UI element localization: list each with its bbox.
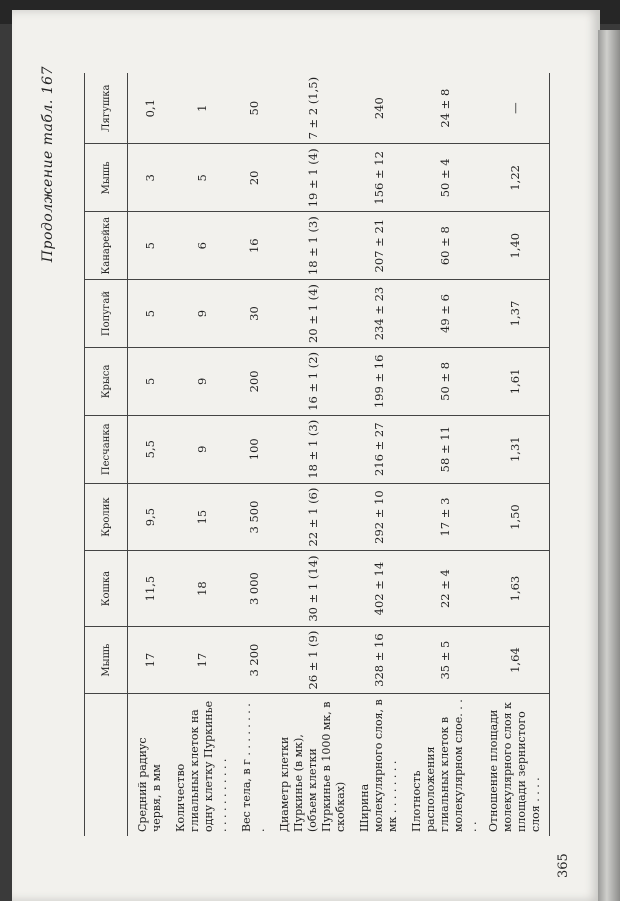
table-row <box>128 73 172 836</box>
table-cell: 26 ± 1 (9) <box>276 626 350 694</box>
table-cell: 35 ± 5 <box>408 626 482 694</box>
table-cell: 5 <box>128 212 172 280</box>
table-cell: 20 ± 1 (4) <box>276 280 350 348</box>
table-row <box>350 73 408 836</box>
table-cell: 5 <box>128 347 172 415</box>
table-cell: 50 ± 8 <box>408 347 482 415</box>
table-cell: 5 <box>172 144 232 212</box>
column-header: Крыса <box>85 347 128 415</box>
table-cell: 240 <box>350 73 408 144</box>
table-cell: 5,5 <box>128 415 172 483</box>
column-header: Песчанка <box>85 415 128 483</box>
column-header: Мышь <box>85 626 128 694</box>
table-caption: Продолжение табл. 167 <box>40 66 56 263</box>
table-cell: 17 ± 3 <box>408 483 482 551</box>
table-cell: 1 <box>172 73 232 144</box>
book-gutter <box>598 30 620 901</box>
table-row <box>232 73 276 836</box>
header-row <box>85 73 128 836</box>
table-cell: 30 <box>232 280 276 348</box>
table-cell: 20 <box>232 144 276 212</box>
table-cell: 24 ± 8 <box>408 73 482 144</box>
data-table <box>84 73 550 836</box>
table-cell: 200 <box>232 347 276 415</box>
column-header: Кролик <box>85 483 128 551</box>
row-label: Диаметр клетки Пуркинье (в мк), (объем клетки Пуркинье в 1000 мк, в скобках) <box>277 701 347 832</box>
rotated-content <box>32 58 592 878</box>
row-label: Отношение площади молекулярного слоя к площади зернистого слоя . . . . <box>482 694 550 836</box>
table-cell: 9,5 <box>128 483 172 551</box>
column-header: Лягушка <box>85 73 128 144</box>
table-cell: 11,5 <box>128 551 172 626</box>
table-cell: 22 ± 4 <box>408 551 482 626</box>
table-row <box>276 73 350 836</box>
table-cell: 0,1 <box>128 73 172 144</box>
table-cell: 207 ± 21 <box>350 212 408 280</box>
table-cell: 17 <box>128 626 172 694</box>
table-row <box>482 73 550 836</box>
table-cell: 49 ± 6 <box>408 280 482 348</box>
table-cell: 15 <box>172 483 232 551</box>
table-cell: 9 <box>172 347 232 415</box>
table-cell: 16 ± 1 (2) <box>276 347 350 415</box>
table-cell: 5 <box>128 280 172 348</box>
table-cell: 1,22 <box>482 144 550 212</box>
table-cell: 22 ± 1 (6) <box>276 483 350 551</box>
table-cell: 1,61 <box>482 347 550 415</box>
table-cell: 6 <box>172 212 232 280</box>
row-label: Средний радиус червя, в мм <box>135 737 163 832</box>
table-row <box>172 73 232 836</box>
table-cell: 17 <box>172 626 232 694</box>
table-cell: 19 ± 1 (4) <box>276 144 350 212</box>
table-cell: 1,40 <box>482 212 550 280</box>
column-header: Канарейка <box>85 212 128 280</box>
table-cell: 16 <box>232 212 276 280</box>
table-cell: 3 500 <box>232 483 276 551</box>
row-label: Ширина молекулярного слоя, в мк . . . . . . . . <box>357 699 399 832</box>
table-cell: 58 ± 11 <box>408 415 482 483</box>
table-cell: 234 ± 23 <box>350 280 408 348</box>
table-cell: 9 <box>172 415 232 483</box>
column-header: Мышь <box>85 144 128 212</box>
table-cell: 3 200 <box>232 626 276 694</box>
table-cell: 1,31 <box>482 415 550 483</box>
table-cell: 199 ± 16 <box>350 347 408 415</box>
table-cell: 100 <box>232 415 276 483</box>
table-cell: 3 <box>128 144 172 212</box>
table-cell: 402 ± 14 <box>350 551 408 626</box>
table-cell: 328 ± 16 <box>350 626 408 694</box>
table-cell: 1,64 <box>482 626 550 694</box>
table-cell: 18 ± 1 (3) <box>276 212 350 280</box>
table-cell: 1,50 <box>482 483 550 551</box>
page-number: 365 <box>556 853 571 878</box>
table-cell: — <box>482 73 550 144</box>
table-body <box>128 73 550 836</box>
table-cell: 9 <box>172 280 232 348</box>
table-cell: 1,37 <box>482 280 550 348</box>
table-cell: 1,63 <box>482 551 550 626</box>
table-cell: 18 ± 1 (3) <box>276 415 350 483</box>
table-cell: 60 ± 8 <box>408 212 482 280</box>
table-cell: 18 <box>172 551 232 626</box>
row-label: Вес тела, в г . . . . . . . . . <box>239 703 267 832</box>
table-cell: 50 <box>232 73 276 144</box>
table-cell: 3 000 <box>232 551 276 626</box>
table-cell: 292 ± 10 <box>350 483 408 551</box>
column-header: Попугай <box>85 280 128 348</box>
table-cell: 7 ± 2 (1,5) <box>276 73 350 144</box>
table-cell: 50 ± 4 <box>408 144 482 212</box>
table-cell: 216 ± 27 <box>350 415 408 483</box>
table-cell: 30 ± 1 (14) <box>276 551 350 626</box>
column-header: Кошка <box>85 551 128 626</box>
row-label: Количество глиальных клеток на одну клетку Пуркинье . . . . . . . . . . . <box>173 700 229 832</box>
table-cell: 156 ± 12 <box>350 144 408 212</box>
table-row <box>408 73 482 836</box>
header-cell-blank <box>85 694 128 836</box>
book-page <box>12 10 600 901</box>
row-label: Плотность расположения глиальных клеток в молекулярном слое. . . . . <box>409 699 479 832</box>
